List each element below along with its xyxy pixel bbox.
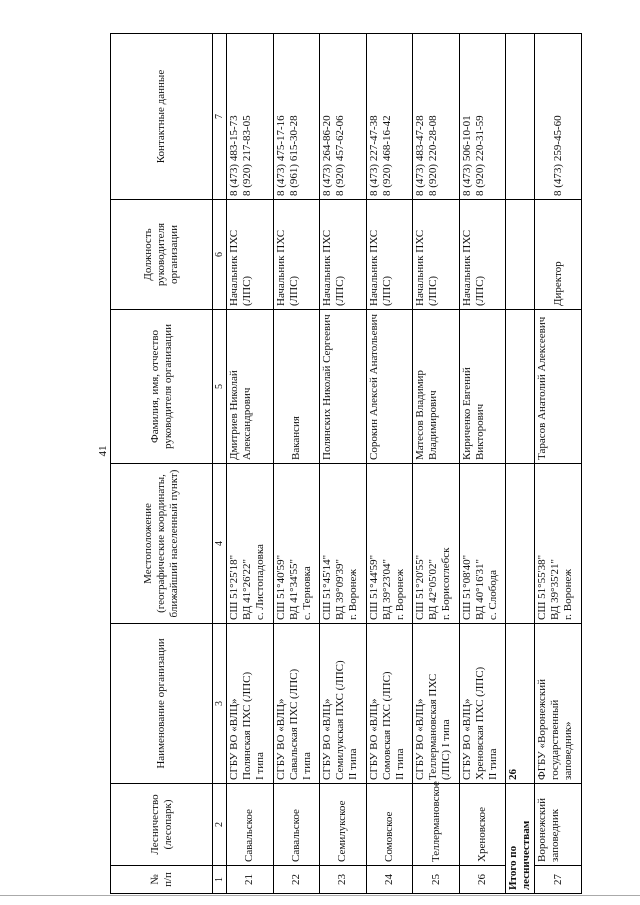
table-row xyxy=(273,34,320,894)
position-cell: Директор xyxy=(535,200,582,310)
contacts-cell: 8 (473) 483-15-73 8 (920) 217-83-05 xyxy=(227,34,274,200)
page-edge-rule xyxy=(0,895,640,896)
column-number-row xyxy=(213,34,227,894)
position-cell: Начальник ПХС (ЛПС) xyxy=(273,200,320,310)
table-row xyxy=(320,34,367,894)
contacts-cell: 8 (473) 506-10-01 8 (920) 220-31-59 xyxy=(459,34,506,200)
forestry-cell: Хреновское xyxy=(459,784,506,866)
col-number: 4 xyxy=(213,464,227,624)
location-cell: СШ 51°20'55" ВД 42°05'02" г. Борисоглебск xyxy=(413,464,460,624)
position-cell: Начальник ПХС (ЛПС) xyxy=(227,200,274,310)
position-cell: Начальник ПХС (ЛПС) xyxy=(320,200,367,310)
forestry-cell: Семилукское xyxy=(320,784,367,866)
contacts-cell: 8 (473) 475-17-16 8 (961) 615-30-28 xyxy=(273,34,320,200)
forestry-cell: Савальское xyxy=(273,784,320,866)
row-number: 24 xyxy=(366,866,413,894)
head-name-cell: Сорокин Алексей Анатольевич xyxy=(366,310,413,464)
rotated-table-wrapper xyxy=(110,34,582,894)
total-value: 26 xyxy=(506,624,535,784)
org-cell: СГБУ ВО «ВЛЦ» Хреновская ПХС (ЛПС) II типа xyxy=(459,624,506,784)
table-row xyxy=(459,34,506,894)
table-row xyxy=(535,34,582,894)
org-cell: СГБУ ВО «ВЛЦ» Сомовская ПХС (ЛПС) II типа xyxy=(366,624,413,784)
contacts-cell: 8 (473) 483-47-28 8 (920) 220-28-08 xyxy=(413,34,460,200)
location-cell: СШ 51°44'59" ВД 39°23'04" г. Воронеж xyxy=(366,464,413,624)
col-number: 7 xyxy=(213,34,227,200)
table-row xyxy=(413,34,460,894)
header-num: № п/п xyxy=(111,866,213,894)
col-number: 3 xyxy=(213,624,227,784)
col-number: 2 xyxy=(213,784,227,866)
header-location: Местоположение (географические координаты, ближайший населенный пункт) xyxy=(111,464,213,624)
header-position: Должность руководителя организации xyxy=(111,200,213,310)
forestry-cell: Теллермановское xyxy=(413,784,460,866)
position-cell: Начальник ПХС (ЛПС) xyxy=(459,200,506,310)
col-number: 1 xyxy=(213,866,227,894)
header-org: Наименование организации xyxy=(111,624,213,784)
head-name-cell: Дмитриев Николай Александрович xyxy=(227,310,274,464)
forestry-cell: Сомовское xyxy=(366,784,413,866)
row-number: 22 xyxy=(273,866,320,894)
head-name-cell: Матеcов Владимир Владимирович xyxy=(413,310,460,464)
head-name-cell: Полянских Николай Сергеевич xyxy=(320,310,367,464)
org-cell: СГБУ ВО «ВЛЦ» Савальская ПХС (ЛПС) I типа xyxy=(273,624,320,784)
forestry-cell: Воронежский заповедник xyxy=(535,784,582,866)
col-number: 6 xyxy=(213,200,227,310)
row-number: 21 xyxy=(227,866,274,894)
col-number: 5 xyxy=(213,310,227,464)
org-cell: СГБУ ВО «ВЛЦ» Теллермановская ПХС (ЛПС) I типа xyxy=(413,624,460,784)
contacts-cell: 8 (473) 259-45-60 xyxy=(535,34,582,200)
org-cell: ФГБУ «Воронежский государственный заповедник» xyxy=(535,624,582,784)
forestry-cell: Савальское xyxy=(227,784,274,866)
header-row xyxy=(111,34,213,894)
header-forestry: Лесничество (лесопарк) xyxy=(111,784,213,866)
table-row xyxy=(366,34,413,894)
total-row xyxy=(506,34,535,894)
row-number: 23 xyxy=(320,866,367,894)
org-cell: СГБУ ВО «ВЛЦ» Полянская ПХС (ЛПС) I типа xyxy=(227,624,274,784)
contacts-cell: 8 (473) 264-86-20 8 (920) 457-62-06 xyxy=(320,34,367,200)
org-cell: СГБУ ВО «ВЛЦ» Семилукская ПХС (ЛПС) II типа xyxy=(320,624,367,784)
head-name-cell: Тарасов Анатолий Алексеевич xyxy=(535,310,582,464)
position-cell: Начальник ПХС (ЛПС) xyxy=(366,200,413,310)
location-cell: СШ 51°40'59" ВД 41°34'55" с. Терновка xyxy=(273,464,320,624)
head-name-cell: Вакансия xyxy=(273,310,320,464)
page-number: 41 xyxy=(97,445,109,457)
location-cell: СШ 51°45'14" ВД 39°09'39" г. Воронеж xyxy=(320,464,367,624)
location-cell: СШ 51°25'18" ВД 41°26'22" с. Листопадовка xyxy=(227,464,274,624)
row-number: 25 xyxy=(413,866,460,894)
location-cell: СШ 51°55'38" ВД 39°35'21" г. Воронеж xyxy=(535,464,582,624)
table-row xyxy=(227,34,274,894)
location-cell: СШ 51°08'40" ВД 40°16'31" с. Слобода xyxy=(459,464,506,624)
total-label: Итого по лесничествам xyxy=(506,784,535,894)
head-name-cell: Кириченко Евгений Викторович xyxy=(459,310,506,464)
position-cell: Начальник ПХС (ЛПС) xyxy=(413,200,460,310)
fire-stations-table xyxy=(110,33,582,894)
row-number: 27 xyxy=(535,866,582,894)
header-head-name: Фамилия, имя, отчество руководителя организации xyxy=(111,310,213,464)
row-number: 26 xyxy=(459,866,506,894)
header-contacts: Контактные данные xyxy=(111,34,213,200)
contacts-cell: 8 (473) 227-47-38 8 (920) 468-16-42 xyxy=(366,34,413,200)
